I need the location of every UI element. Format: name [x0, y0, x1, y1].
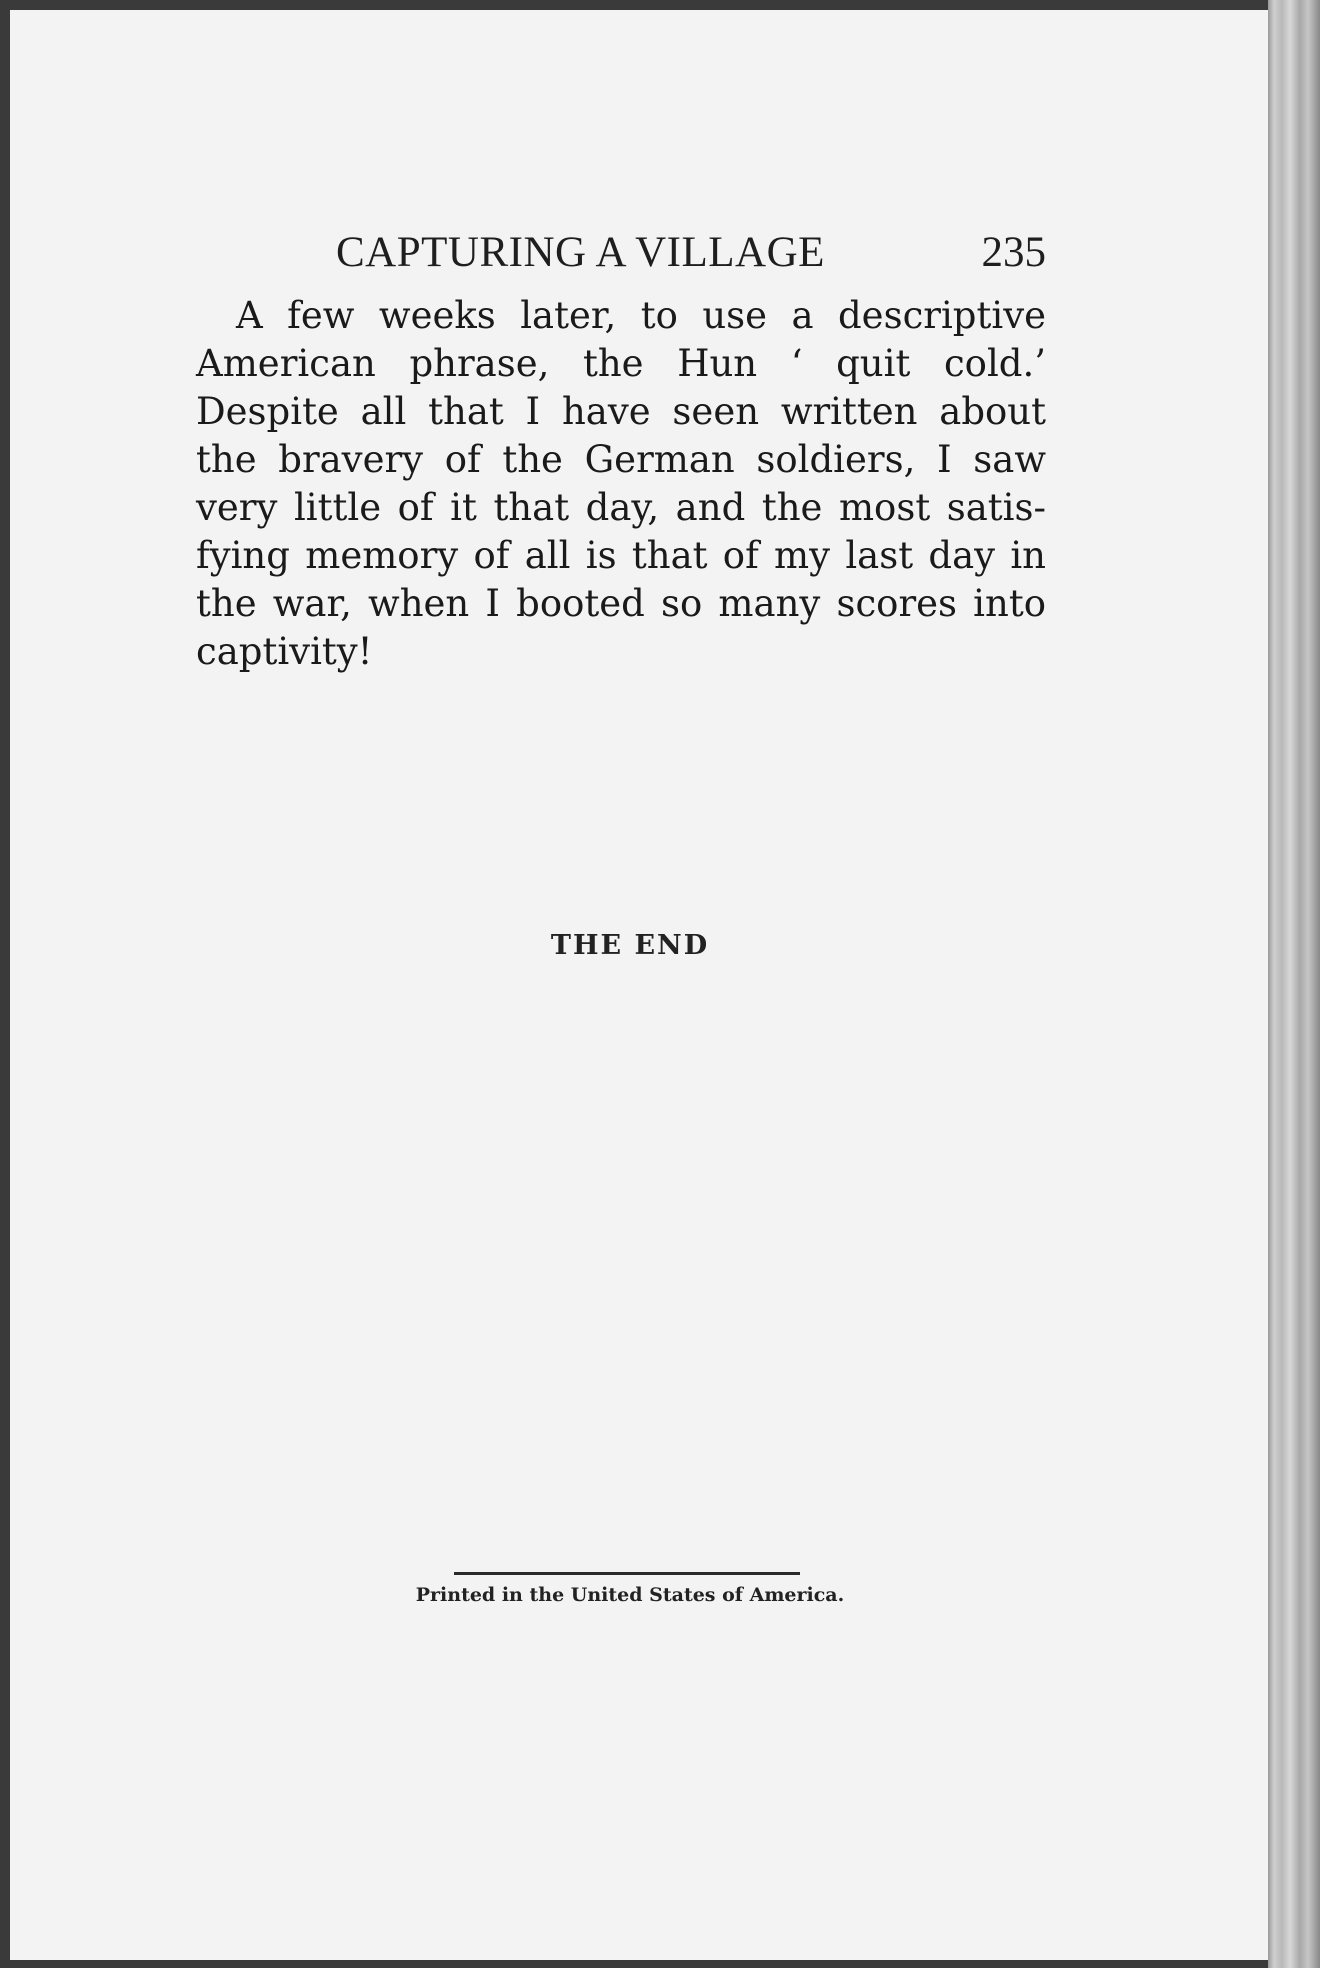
text-line: fying memory of all is that of my last day in [196, 534, 1046, 577]
text-line: A few weeks later, to use a descriptive [236, 294, 1046, 337]
end-marker: THE END [550, 930, 710, 961]
text-line: very little of it that day, and the most satis- [196, 486, 1046, 529]
text-line: American phrase, the Hun ‘ quit cold.’ [196, 342, 1046, 385]
running-head-title: CAPTURING A VILLAGE [336, 229, 825, 276]
printer-imprint: Printed in the United States of America. [415, 1584, 845, 1606]
imprint-rule [454, 1572, 800, 1575]
running-head [336, 228, 1046, 278]
page-number: 235 [981, 229, 1046, 276]
text-line: the bravery of the German soldiers, I saw [196, 438, 1046, 481]
body-paragraph [196, 292, 1046, 676]
text-line: the war, when I booted so many scores into [196, 582, 1046, 625]
book-page [10, 10, 1275, 1960]
text-line: Despite all that I have seen written about [196, 390, 1046, 433]
text-line: captivity! [196, 630, 373, 673]
book-page-edge [1268, 0, 1320, 1968]
